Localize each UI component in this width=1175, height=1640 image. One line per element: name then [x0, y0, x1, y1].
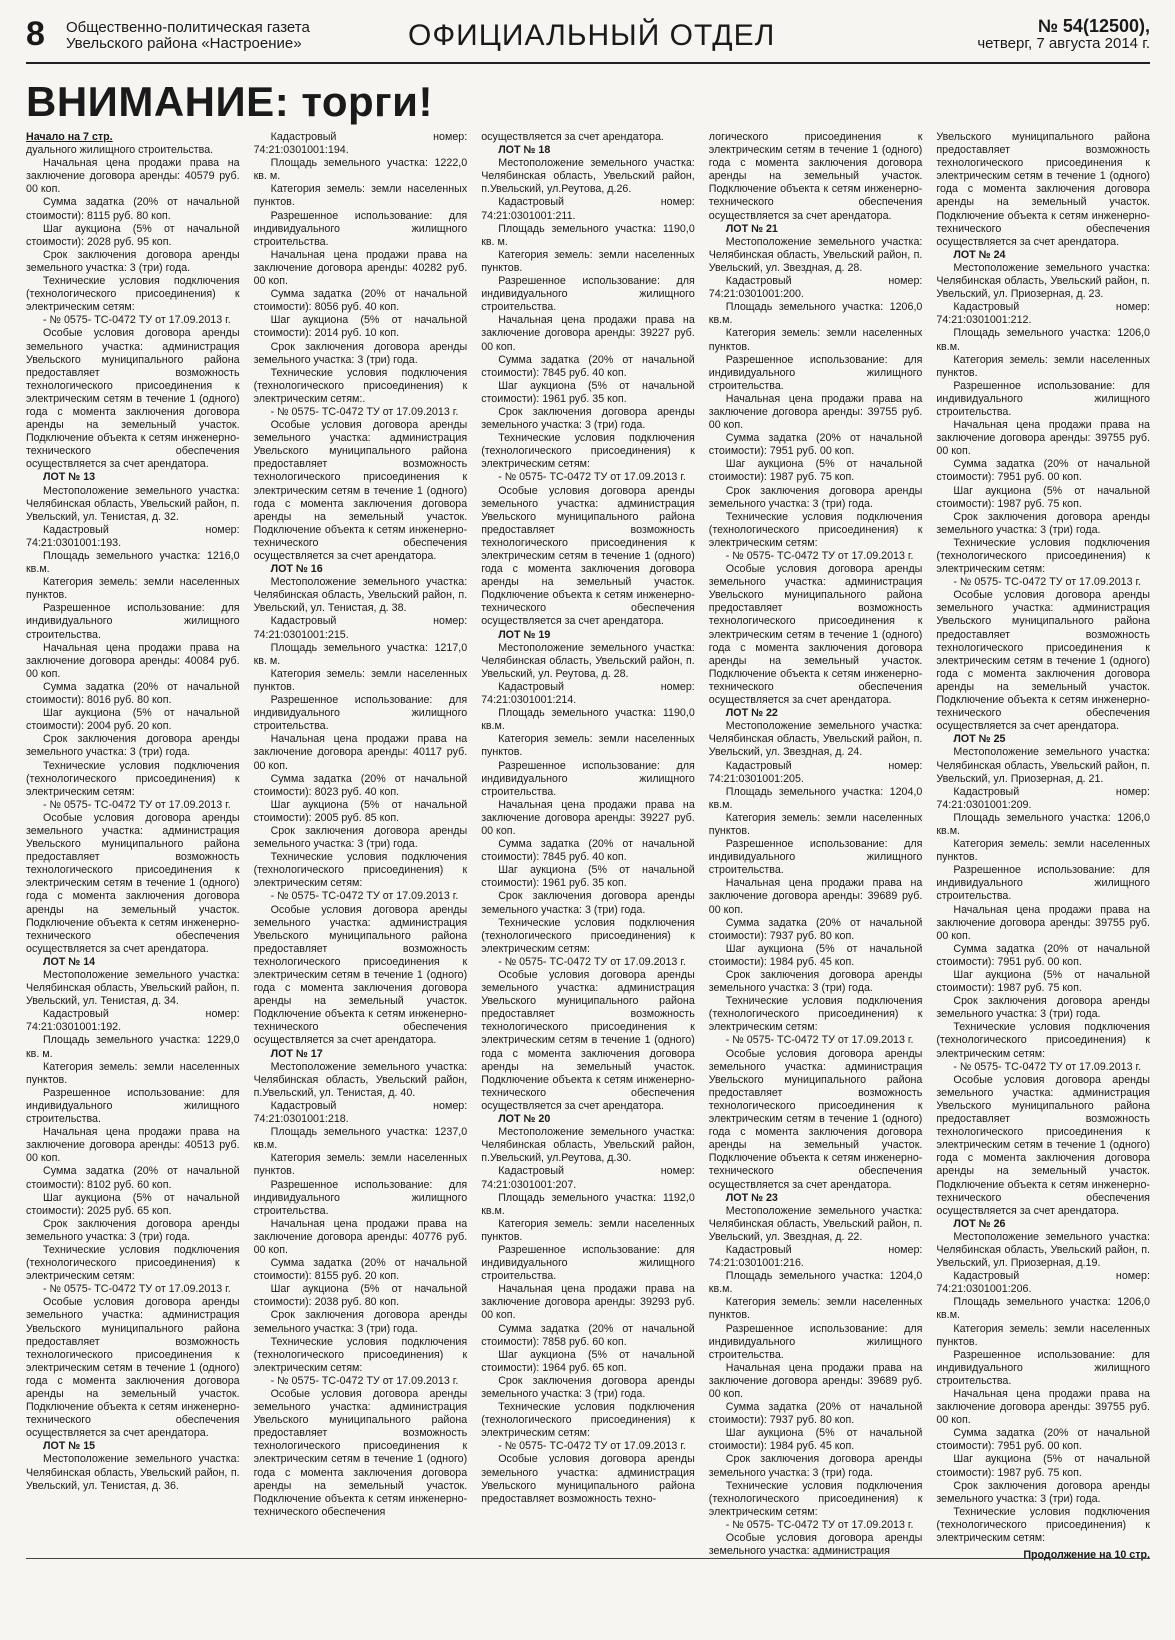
column-5: [936, 131, 1150, 1562]
paragraph: Срок заключения договора аренды земельного участка: 3 (три) года.: [708, 969, 923, 995]
paragraph: Площадь земельного участка: 1192,0 кв.м.: [481, 1191, 695, 1217]
paragraph: Категория земель: земли населенных пунктов.: [936, 838, 1150, 864]
paragraph: Сумма задатка (20% от начальной стоимости): 7845 руб. 40 коп.: [481, 838, 695, 864]
paragraph: Кадастровый номер: 74:21:0301001:192.: [26, 1008, 240, 1034]
paragraph: Начальная цена продажи права на заключение договора аренды: 39689 руб. 00 коп.: [708, 877, 923, 916]
paragraph: Срок заключения договора аренды земельного участка: 3 (три) года.: [481, 890, 695, 916]
paragraph: Технические условия подключения (технологического присоединения) к электрическим сетям:: [26, 275, 240, 314]
paragraph: Шаг аукциона (5% от начальной стоимости): 2004 руб. 20 коп.: [26, 707, 240, 733]
paragraph: Местоположение земельного участка: Челябинская область, Увельский район, п. Увельский, ул. Звездная, д. 28.: [708, 235, 923, 274]
paragraph: Разрешенное использование: для индивидуального жилищного строительства.: [708, 838, 923, 877]
paragraph: Кадастровый номер: 74:21:0301001:218.: [253, 1099, 468, 1126]
paragraph: Категория земель: земли населенных пунктов.: [708, 811, 923, 837]
paragraph: Кадастровый номер: 74:21:0301001:209.: [936, 785, 1150, 811]
paragraph: Особые условия договора аренды земельного участка: администрация: [708, 1532, 923, 1558]
paragraph: Особые условия договора аренды земельного участка: администрация Увельского муниципального района предоставляет возможность технологического присоединения к электрическим сетям в течение 1 (одного) года с момента заключения договора аренды на земельный участок. Подключение объекта к сетям инженерно-технического обеспечения осуществляется за счет арендатора.: [936, 1073, 1150, 1217]
paragraph: Технические условия подключения (технологического присоединения) к электрическим сетям:: [26, 1243, 240, 1283]
paragraph: Сумма задатка (20% от начальной стоимости): 7937 руб. 80 коп.: [708, 916, 923, 942]
paragraph: Шаг аукциона (5% от начальной стоимости): 2005 руб. 85 коп.: [253, 798, 468, 824]
paragraph: Площадь земельного участка: 1206,0 кв.м.: [936, 811, 1150, 837]
paragraph: Местоположение земельного участка: Челябинская область, Увельский район, п. Увельский, ул. Приозерная, д.19.: [936, 1230, 1150, 1270]
lot-heading: ЛОТ № 26: [953, 1217, 1006, 1230]
paragraph: Разрешенное использование: для индивидуального жилищного строительства.: [481, 275, 695, 314]
paragraph: Кадастровый номер: 74:21:0301001:206.: [936, 1270, 1150, 1296]
paragraph: Технические условия подключения (технологического присоединения) к электрическим сетям:: [253, 851, 468, 890]
paragraph: Срок заключения договора аренды земельного участка: 3 (три) года.: [26, 1217, 240, 1243]
paragraph: Срок заключения договора аренды земельного участка: 3 (три) года.: [26, 248, 240, 274]
lot-heading: ЛОТ № 22: [725, 707, 778, 720]
paragraph: Особые условия договора аренды земельного участка: администрация Увельского муниципального района предоставляет возможность технологического присоединения к электрическим сетям в течение 1 (одного) года с момента заключения договора аренды на земельный участок. Подключение объекта к сетям инженерно-технического обеспечения: [253, 1388, 468, 1518]
paragraph: Сумма задатка (20% от начальной стоимости): 7937 руб. 80 коп.: [708, 1401, 923, 1427]
paragraph: Начальная цена продажи права на заключение договора аренды: 40579 руб. 00 коп.: [26, 157, 240, 196]
lot-heading: ЛОТ № 19: [498, 628, 551, 641]
paragraph: - № 0575- ТС-0472 ТУ от 17.09.2013 г.: [270, 1374, 459, 1387]
paragraph: Шаг аукциона (5% от начальной стоимости): 1987 руб. 75 коп.: [936, 1453, 1150, 1479]
paragraph: - № 0575- ТС-0472 ТУ от 17.09.2013 г.: [498, 1440, 686, 1453]
paragraph: Начальная цена продажи права на заключение договора аренды: 39227 руб. 00 коп.: [481, 798, 695, 837]
newspaper-name: [66, 20, 310, 52]
paragraph: Разрешенное использование: для индивидуального жилищного строительства.: [481, 759, 695, 798]
paragraph: Срок заключения договора аренды земельного участка: 3 (три) года.: [481, 1374, 695, 1400]
paragraph: Площадь земельного участка: 1204,0 кв.м.: [708, 1270, 923, 1296]
paragraph: Категория земель: земли населенных пунктов.: [936, 353, 1150, 379]
paragraph: Срок заключения договора аренды земельного участка: 3 (три) года.: [708, 484, 923, 510]
paragraph-continued: Увельского муниципального района предоставляет возможность технологического присоединения к электрическим сетям в течение 1 (одного) года с момента заключения договора аренды на земельный участок. Подключение объекта к сетям инженерно-технического обеспечения осуществляется за счет арендатора.: [936, 131, 1150, 248]
lot-heading: ЛОТ № 17: [270, 1047, 323, 1060]
paragraph: Шаг аукциона (5% от начальной стоимости): 2038 руб. 80 коп.: [253, 1283, 468, 1309]
paragraph: Срок заключения договора аренды земельного участка: 3 (три) года.: [936, 510, 1150, 536]
column-4: [708, 131, 923, 1558]
paragraph: Сумма задатка (20% от начальной стоимости): 8016 руб. 80 коп.: [26, 680, 240, 707]
paragraph: Категория земель: земли населенных пунктов.: [26, 576, 240, 602]
paragraph: Особые условия договора аренды земельного участка: администрация Увельского муниципального района предоставляет возможность технологического присоединения к электрическим сетям в течение 1 (одного) года с момента заключения договора аренды на земельный участок. Подключение объекта к сетям инженерно-технического обеспечения осуществляется за счет арендатора.: [708, 1047, 923, 1191]
paragraph: Начальная цена продажи права на заключение договора аренды: 40084 руб. 00 коп.: [26, 641, 240, 680]
paragraph: Категория земель: земли населенных пунктов.: [253, 667, 468, 693]
paragraph: Местоположение земельного участка: Челябинская область, Увельский район, п. Увельский, ул. Тенистая, д. 32.: [26, 484, 240, 523]
paragraph: Кадастровый номер: 74:21:0301001:194.: [253, 131, 468, 157]
paragraph: Особые условия договора аренды земельного участка: администрация Увельского муниципального района предоставляет возможность технологического присоединения к электрическим сетям в течение 1 (одного) года с момента заключения договора аренды на земельный участок. Подключение объекта к сетям инженерно-технического обеспечения осуществляется за счет арендатора.: [481, 969, 695, 1112]
paragraph: Особые условия договора аренды земельного участка: администрация Увельского муниципального района предоставляет возможность технологического присоединения к электрическим сетям в течение 1 (одного) года с момента заключения договора аренды на земельный участок. Подключение объекта к сетям инженерно-технического обеспечения осуществляется за счет арендатора.: [26, 1296, 240, 1440]
paragraph: Разрешенное использование: для индивидуального жилищного строительства.: [936, 864, 1150, 903]
paragraph-continued: логического присоединения к электрическим сетям в течение 1 (одного) года с момента заключения договора аренды на земельный участок. Подключение объекта к сетям инженерно-технического обеспечения осуществляется за счет арендатора.: [708, 131, 923, 222]
paragraph: Технические условия подключения (технологического присоединения) к электрическим сетям:: [936, 1021, 1150, 1060]
paragraph: Срок заключения договора аренды земельного участка: 3 (три) года.: [253, 824, 468, 851]
paragraph: - № 0575- ТС-0472 ТУ от 17.09.2013 г.: [270, 405, 459, 418]
paragraph: Особые условия договора аренды земельного участка: администрация Увельского муниципального района предоставляет возможность техно-: [481, 1453, 695, 1505]
paragraph: Площадь земельного участка: 1190,0 кв. м.: [481, 222, 695, 248]
paragraph: Особые условия договора аренды земельного участка: администрация Увельского муниципального района предоставляет возможность технологического присоединения к электрическим сетям в течение 1 (одного) года с момента заключения договора аренды на земельный участок. Подключение объекта к сетям инженерно-технического обеспечения осуществляется за счет арендатора.: [936, 589, 1150, 733]
paragraph: Технические условия подключения (технологического присоединения) к электрическим сетям:: [708, 995, 923, 1034]
paragraph: Шаг аукциона (5% от начальной стоимости): 2028 руб. 95 коп.: [26, 222, 240, 248]
lot-heading: ЛОТ № 14: [43, 955, 96, 968]
paragraph: Разрешенное использование: для индивидуального жилищного строительства.: [26, 1086, 240, 1126]
paragraph: Сумма задатка (20% от начальной стоимости): 7951 руб. 00 коп.: [936, 458, 1150, 484]
page-number: 8: [26, 15, 45, 53]
paragraph: Сумма задатка (20% от начальной стоимости): 8023 руб. 40 коп.: [253, 772, 468, 798]
paragraph: Начальная цена продажи права на заключение договора аренды: 39755 руб. 00 коп.: [708, 392, 923, 432]
paragraph: Технические условия подключения (технологического присоединения) к электрическим сетям:.: [253, 366, 468, 405]
paragraph: Начальная цена продажи права на заключение договора аренды: 40513 руб. 00 коп.: [26, 1126, 240, 1165]
paragraph: - № 0575- ТС-0472 ТУ от 17.09.2013 г.: [953, 576, 1142, 589]
paragraph: Площадь земельного участка: 1222,0 кв. м.: [253, 157, 468, 183]
issue-info: [977, 18, 1150, 52]
paragraph: Кадастровый номер: 74:21:0301001:215.: [253, 615, 468, 641]
paragraph: Площадь земельного участка: 1229,0 кв. м.: [26, 1034, 240, 1060]
paragraph: Категория земель: земли населенных пунктов.: [481, 1217, 695, 1243]
paragraph: Разрешенное использование: для индивидуального жилищного строительства.: [253, 694, 468, 733]
paragraph: Сумма задатка (20% от начальной стоимости): 7951 руб. 00 коп.: [936, 1427, 1150, 1453]
paragraph: - № 0575- ТС-0472 ТУ от 17.09.2013 г.: [270, 890, 459, 903]
paragraph: Начальная цена продажи права на заключение договора аренды: 39227 руб. 00 коп.: [481, 314, 695, 353]
paragraph: - № 0575- ТС-0472 ТУ от 17.09.2013 г.: [725, 550, 914, 562]
paragraph: Срок заключения договора аренды земельного участка: 3 (три) года.: [708, 1453, 923, 1479]
paragraph: Местоположение земельного участка: Челябинская область, Увельский район, п.Увельский, ул. Тенистая, д. 40.: [253, 1060, 468, 1099]
paragraph: - № 0575- ТС-0472 ТУ от 17.09.2013 г.: [43, 1283, 231, 1296]
paragraph: Начальная цена продажи права на заключение договора аренды: 39293 руб. 00 коп.: [481, 1283, 695, 1322]
lot-heading: ЛОТ № 16: [270, 563, 323, 576]
paragraph: Сумма задатка (20% от начальной стоимости): 8102 руб. 60 коп.: [26, 1165, 240, 1191]
paragraph: Категория земель: земли населенных пунктов.: [936, 1322, 1150, 1348]
paragraph: Особые условия договора аренды земельного участка: администрация Увельского муниципального района предоставляет возможность технологического присоединения к электрическим сетям в течение 1 (одного) года с момента заключения договора аренды на земельный участок. Подключение объекта к сетям инженерно-технического обеспечения осуществляется за счет арендатора.: [253, 419, 468, 562]
paragraph: Технические условия подключения (технологического присоединения) к электрическим сетям:: [708, 1479, 923, 1518]
paragraph: Технические условия подключения (технологического присоединения) к электрическим сетям:: [481, 916, 695, 955]
paragraph: Технические условия подключения (технологического присоединения) к электрическим сетям:: [936, 1505, 1150, 1545]
paragraph: Площадь земельного участка: 1217,0 кв. м.: [253, 641, 468, 667]
paragraph: Начальная цена продажи права на заключение договора аренды: 40117 руб. 00 коп.: [253, 733, 468, 772]
paragraph: Шаг аукциона (5% от начальной стоимости): 1961 руб. 35 коп.: [481, 864, 695, 890]
paragraph: Площадь земельного участка: 1206,0 кв.м.: [708, 301, 923, 327]
headline: ВНИМАНИЕ: торги!: [26, 78, 433, 125]
paragraph: Начальная цена продажи права на заключение договора аренды: 40282 руб. 00 коп.: [253, 248, 468, 288]
paragraph: Местоположение земельного участка: Челябинская область, Увельский район, п. Увельский, ул. Приозерная, д. 21.: [936, 746, 1150, 785]
paragraph: Площадь земельного участка: 1206,0 кв.м.: [936, 327, 1150, 353]
paragraph: - № 0575- ТС-0472 ТУ от 17.09.2013 г.: [725, 1034, 914, 1047]
paragraph: Технические условия подключения (технологического присоединения) к электрическим сетям:: [481, 432, 695, 471]
paragraph: Местоположение земельного участка: Челябинская область, Увельский район, п. Увельский, ул. Тенистая, д. 36.: [26, 1453, 240, 1492]
paragraph: Шаг аукциона (5% от начальной стоимости): 1987 руб. 75 коп.: [936, 969, 1150, 995]
paragraph: Срок заключения договора аренды земельного участка: 3 (три) года.: [253, 1309, 468, 1335]
paragraph: Шаг аукциона (5% от начальной стоимости): 1964 руб. 65 коп.: [481, 1348, 695, 1374]
paragraph: Разрешенное использование: для индивидуального жилищного строительства.: [26, 602, 240, 641]
paragraph: Разрешенное использование: для индивидуального жилищного строительства.: [708, 353, 923, 392]
paragraph: - № 0575- ТС-0472 ТУ от 17.09.2013 г.: [498, 471, 686, 484]
paragraph: Технические условия подключения (технологического присоединения) к электрическим сетям:: [253, 1335, 468, 1374]
paragraph: Площадь земельного участка: 1237,0 кв.м.: [253, 1126, 468, 1152]
paragraph: Начальная цена продажи права на заключение договора аренды: 39689 руб. 00 коп.: [708, 1361, 923, 1400]
paragraph: Разрешенное использование: для индивидуального жилищного строительства.: [936, 379, 1150, 418]
paragraph: Шаг аукциона (5% от начальной стоимости): 1987 руб. 75 коп.: [936, 484, 1150, 510]
paragraph: Местоположение земельного участка: Челябинская область, Увельский район, п. Увельский, ул. Приозерная, д. 23.: [936, 261, 1150, 301]
paragraph: Сумма задатка (20% от начальной стоимости): 7951 руб. 00 коп.: [936, 942, 1150, 968]
paragraph: Площадь земельного участка: 1206,0 кв.м.: [936, 1296, 1150, 1322]
paragraph: Кадастровый номер: 74:21:0301001:205.: [708, 759, 923, 785]
paragraph: Срок заключения договора аренды земельного участка: 3 (три) года.: [253, 340, 468, 366]
paragraph-continued: осуществляется за счет арендатора.: [481, 131, 664, 143]
paragraph: Кадастровый номер: 74:21:0301001:216.: [708, 1243, 923, 1270]
lot-heading: ЛОТ № 21: [725, 222, 778, 235]
paragraph: Особые условия договора аренды земельного участка: администрация Увельского муниципального района предоставляет возможность технологического присоединения к электрическим сетям в течение 1 (одного) года с момента заключения договора аренды на земельный участок. Подключение объекта к сетям инженерно-технического обеспечения осуществляется за счет арендатора.: [26, 327, 240, 471]
paragraph: Разрешенное использование: для индивидуального жилищного строительства.: [481, 1243, 695, 1283]
paragraph: Разрешенное использование: для индивидуального жилищного строительства.: [253, 1178, 468, 1217]
paragraph: Срок заключения договора аренды земельного участка: 3 (три) года.: [26, 733, 240, 759]
paragraph: Местоположение земельного участка: Челябинская область, Увельский район, п.Увельский, ул.Реутова, д.26.: [481, 157, 695, 196]
paragraph: Местоположение земельного участка: Челябинская область, Увельский район, п. Увельский, ул. Тенистая, д. 34.: [26, 969, 240, 1008]
paragraph: Местоположение земельного участка: Челябинская область, Увельский район, п.Увельский, ул.Реутова, д.30.: [481, 1126, 695, 1165]
paragraph: Технические условия подключения (технологического присоединения) к электрическим сетям:: [708, 510, 923, 549]
header-rule: [26, 62, 1150, 64]
paragraph: Местоположение земельного участка: Челябинская область, Увельский район, п. Увельский, ул. Тенистая, д. 38.: [253, 576, 468, 615]
paragraph: Шаг аукциона (5% от начальной стоимости): 2025 руб. 65 коп.: [26, 1191, 240, 1217]
paragraph: Площадь земельного участка: 1204,0 кв.м.: [708, 785, 923, 811]
column-1: [26, 131, 240, 1546]
paragraph: Сумма задатка (20% от начальной стоимости): 7951 руб. 00 коп.: [708, 432, 923, 458]
paragraph: Особые условия договора аренды земельного участка: администрация Увельского муниципального района предоставляет возможность технологического присоединения к электрическим сетям в течение 1 (одного) года с момента заключения договора аренды на земельный участок. Подключение объекта к сетям инженерно-технического обеспечения осуществляется за счет арендатора.: [481, 484, 695, 628]
paragraph: Местоположение земельного участка: Челябинская область, Увельский район, п. Увельский, ул. Звездная, д. 22.: [708, 1204, 923, 1243]
paragraph: Категория земель: земли населенных пунктов.: [481, 248, 695, 274]
footer-rule: [26, 1558, 1150, 1559]
paragraph: Начальная цена продажи права на заключение договора аренды: 39755 руб. 00 коп.: [936, 419, 1150, 458]
paragraph: Шаг аукциона (5% от начальной стоимости): 1984 руб. 45 коп.: [708, 1427, 923, 1453]
lot-heading: ЛОТ № 23: [725, 1191, 778, 1204]
paragraph: Категория земель: земли населенных пунктов.: [253, 1152, 468, 1178]
paragraph: Кадастровый номер: 74:21:0301001:211.: [481, 196, 695, 222]
newspaper-name-line2: Увельского района «Настроение»: [66, 35, 302, 52]
paragraph: Срок заключения договора аренды земельного участка: 3 (три) года.: [936, 995, 1150, 1021]
lot-heading: ЛОТ № 25: [953, 733, 1006, 746]
paragraph: Кадастровый номер: 74:21:0301001:193.: [26, 523, 240, 549]
newspaper-name-line1: Общественно-политическая газета: [66, 19, 310, 36]
lot-heading: ЛОТ № 20: [498, 1113, 551, 1126]
paragraph: - № 0575- ТС-0472 ТУ от 17.09.2013 г.: [725, 1518, 914, 1531]
paragraph: Срок заключения договора аренды земельного участка: 3 (три) года.: [936, 1479, 1150, 1505]
issue-date: четверг, 7 августа 2014 г.: [977, 35, 1150, 52]
paragraph: Площадь земельного участка: 1190,0 кв.м.: [481, 707, 695, 733]
paragraph: Категория земель: земли населенных пунктов.: [26, 1060, 240, 1086]
paragraph-continued: дуального жилищного строительства.: [26, 144, 214, 157]
lot-heading: ЛОТ № 15: [43, 1440, 96, 1453]
paragraph: Сумма задатка (20% от начальной стоимости): 8056 руб. 40 коп.: [253, 288, 468, 314]
paragraph: - № 0575- ТС-0472 ТУ от 17.09.2013 г.: [43, 798, 231, 811]
paragraph: Срок заключения договора аренды земельного участка: 3 (три) года.: [481, 405, 695, 432]
paragraph: Особые условия договора аренды земельного участка: администрация Увельского муниципального района предоставляет возможность технологического присоединения к электрическим сетям в течение 1 (одного) года с момента заключения договора аренды на земельный участок. Подключение объекта к сетям инженерно-технического обеспечения осуществляется за счет арендатора.: [26, 811, 240, 955]
paragraph: Категория земель: земли населенных пунктов.: [708, 1296, 923, 1322]
paragraph: Категория земель: земли населенных пунктов.: [253, 183, 468, 209]
paragraph: - № 0575- ТС-0472 ТУ от 17.09.2013 г.: [498, 955, 686, 968]
paragraph: Категория земель: земли населенных пунктов.: [708, 327, 923, 353]
paragraph: - № 0575- ТС-0472 ТУ от 17.09.2013 г.: [953, 1060, 1142, 1073]
paragraph: Особые условия договора аренды земельного участка: администрация Увельского муниципального района предоставляет возможность технологического присоединения к электрическим сетям в течение 1 (одного) года с момента заключения договора аренды на земельный участок. Подключение объекта к сетям инженерно-технического обеспечения осуществляется за счет арендатора.: [253, 903, 468, 1047]
paragraph: Местоположение земельного участка: Челябинская область, Увельский район, п. Увельский, ул. Звездная, д. 24.: [708, 720, 923, 759]
page-header: [26, 14, 1150, 60]
paragraph: Шаг аукциона (5% от начальной стоимости): 1984 руб. 45 коп.: [708, 942, 923, 968]
paragraph: Начальная цена продажи права на заключение договора аренды: 40776 руб. 00 коп.: [253, 1217, 468, 1256]
paragraph: - № 0575- ТС-0472 ТУ от 17.09.2013 г.: [43, 314, 231, 327]
issue-number: № 54(12500),: [1037, 16, 1150, 36]
lot-heading: ЛОТ № 13: [43, 471, 96, 484]
paragraph: Разрешенное использование: для индивидуального жилищного строительства.: [253, 209, 468, 248]
paragraph: Разрешенное использование: для индивидуального жилищного строительства.: [708, 1322, 923, 1361]
paragraph: Сумма задатка (20% от начальной стоимости): 8115 руб. 80 коп.: [26, 196, 240, 222]
paragraph: Разрешенное использование: для индивидуального жилищного строительства.: [936, 1348, 1150, 1387]
section-title: ОФИЦИАЛЬНЫЙ ОТДЕЛ: [408, 19, 776, 52]
paragraph: Сумма задатка (20% от начальной стоимости): 7858 руб. 60 коп.: [481, 1322, 695, 1348]
paragraph: Технические условия подключения (технологического присоединения) к электрическим сетям:: [936, 536, 1150, 576]
continued-to: Продолжение на 10 стр.: [1023, 1549, 1150, 1562]
paragraph: Площадь земельного участка: 1216,0 кв.м.: [26, 550, 240, 576]
paragraph: Сумма задатка (20% от начальной стоимости): 7845 руб. 40 коп.: [481, 353, 695, 379]
paragraph: Начальная цена продажи права на заключение договора аренды: 39755 руб. 00 коп.: [936, 903, 1150, 942]
paragraph: Шаг аукциона (5% от начальной стоимости): 2014 руб. 10 коп.: [253, 314, 468, 340]
lot-heading: ЛОТ № 18: [498, 144, 551, 157]
paragraph: Начальная цена продажи права на заключение договора аренды: 39755 руб. 00 коп.: [936, 1388, 1150, 1427]
paragraph: Сумма задатка (20% от начальной стоимости): 8155 руб. 20 коп.: [253, 1257, 468, 1283]
paragraph: Особые условия договора аренды земельного участка: администрация Увельского муниципального района предоставляет возможность технологического присоединения к электрическим сетям в течение 1 (одного) года с момента заключения договора аренды на земельный участок. Подключение объекта к сетям инженерно-технического обеспечения осуществляется за счет арендатора.: [708, 563, 923, 707]
paragraph: Кадастровый номер: 74:21:0301001:200.: [708, 275, 923, 301]
paragraph: Технические условия подключения (технологического присоединения) к электрическим сетям:: [26, 759, 240, 798]
paragraph: Технические условия подключения (технологического присоединения) к электрическим сетям:: [481, 1401, 695, 1440]
continued-from: Начало на 7 стр.: [26, 131, 113, 143]
paragraph: Шаг аукциона (5% от начальной стоимости): 1987 руб. 75 коп.: [708, 458, 923, 484]
paragraph: Категория земель: земли населенных пунктов.: [481, 733, 695, 759]
column-2: [254, 131, 468, 1546]
paragraph: Кадастровый номер: 74:21:0301001:207.: [481, 1165, 695, 1191]
lot-heading: ЛОТ № 24: [953, 248, 1006, 261]
paragraph: Местоположение земельного участка: Челябинская область, Увельский район, п. Увельский, ул. Реутова, д. 28.: [481, 641, 695, 680]
paragraph: Шаг аукциона (5% от начальной стоимости): 1961 руб. 35 коп.: [481, 379, 695, 405]
column-3: [481, 131, 695, 1546]
article-columns: [26, 131, 1150, 1562]
paragraph: Кадастровый номер: 74:21:0301001:212.: [936, 301, 1150, 327]
paragraph: Кадастровый номер: 74:21:0301001:214.: [481, 680, 695, 707]
